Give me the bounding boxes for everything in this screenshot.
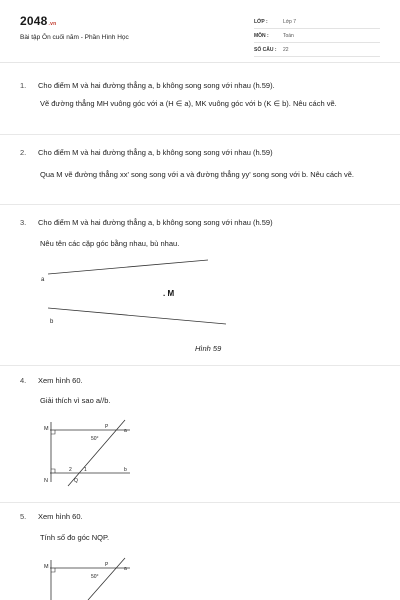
info-value: Lớp 7 <box>283 19 297 25</box>
info-value: 22 <box>283 47 289 53</box>
point-M-label: . M <box>163 289 175 298</box>
divider <box>0 502 400 503</box>
right-angle-mark <box>51 469 55 473</box>
line-a <box>48 260 208 274</box>
info-label: SỐ CÂU : <box>254 47 277 53</box>
question-subtext: Tính số đo góc NQP. <box>40 533 110 542</box>
info-row-subject <box>254 29 380 43</box>
divider <box>0 365 400 366</box>
info-value: Toán <box>283 33 294 39</box>
question-text: Xem hình 60. <box>38 376 83 385</box>
question-text: Cho điểm M và hai đường thẳng a, b không song song với nhau (h.59). <box>38 81 275 90</box>
question-number: 3. <box>20 218 27 227</box>
right-angle-mark <box>51 430 55 434</box>
question-subtext: Vẽ đường thẳng MH vuông góc với a (H ∈ a), MK vuông góc với b (K ∈ b). Nêu cách vẽ. <box>40 99 337 108</box>
line-b <box>48 308 226 324</box>
label-Q: Q <box>74 478 78 484</box>
figure-59 <box>0 250 400 340</box>
divider <box>0 134 400 135</box>
label-a: a <box>124 428 127 434</box>
label-M: M <box>44 564 49 570</box>
question-subtext: Nêu tên các cặp góc bằng nhau, bù nhau. <box>40 239 180 248</box>
figure-59-caption: Hình 59 <box>195 344 222 353</box>
site-logo[interactable]: 2048.vn <box>20 14 57 28</box>
divider <box>0 204 400 205</box>
label-P: P <box>105 562 109 568</box>
right-angle-mark <box>51 568 55 572</box>
angle-label: 50° <box>91 436 99 442</box>
info-label: LỚP : <box>254 19 268 25</box>
question-number: 1. <box>20 81 27 90</box>
angle-2-label: 2 <box>69 467 72 473</box>
question-number: 4. <box>20 376 27 385</box>
info-label: MÔN : <box>254 33 269 39</box>
question-text: Xem hình 60. <box>38 512 83 521</box>
label-b: b <box>124 467 127 473</box>
label-a: a <box>41 277 45 283</box>
figure-60-repeat <box>0 556 400 600</box>
label-N: N <box>44 478 48 484</box>
question-text: Cho điểm M và hai đường thẳng a, b không song song với nhau (h.59) <box>38 148 273 157</box>
question-subtext: Giải thích vì sao a//b. <box>40 396 111 405</box>
label-a: a <box>124 566 127 572</box>
page-header <box>0 0 400 63</box>
label-b: b <box>50 319 54 325</box>
question-text: Cho điểm M và hai đường thẳng a, b không song song với nhau (h.59) <box>38 218 273 227</box>
figure-60 <box>0 418 400 490</box>
label-M: M <box>44 426 49 432</box>
info-row-count <box>254 43 380 57</box>
question-number: 2. <box>20 148 27 157</box>
info-row-class <box>254 15 380 29</box>
question-subtext: Qua M vẽ đường thẳng xx' song song với a và đường thẳng yy' song song với b. Nêu cách vẽ. <box>40 170 355 179</box>
label-P: P <box>105 424 109 430</box>
question-number: 5. <box>20 512 27 521</box>
angle-1-label: 1 <box>84 467 87 473</box>
angle-label: 50° <box>91 574 99 580</box>
document-title: Bài tập Ôn cuối năm - Phần Hình Học <box>20 34 129 41</box>
